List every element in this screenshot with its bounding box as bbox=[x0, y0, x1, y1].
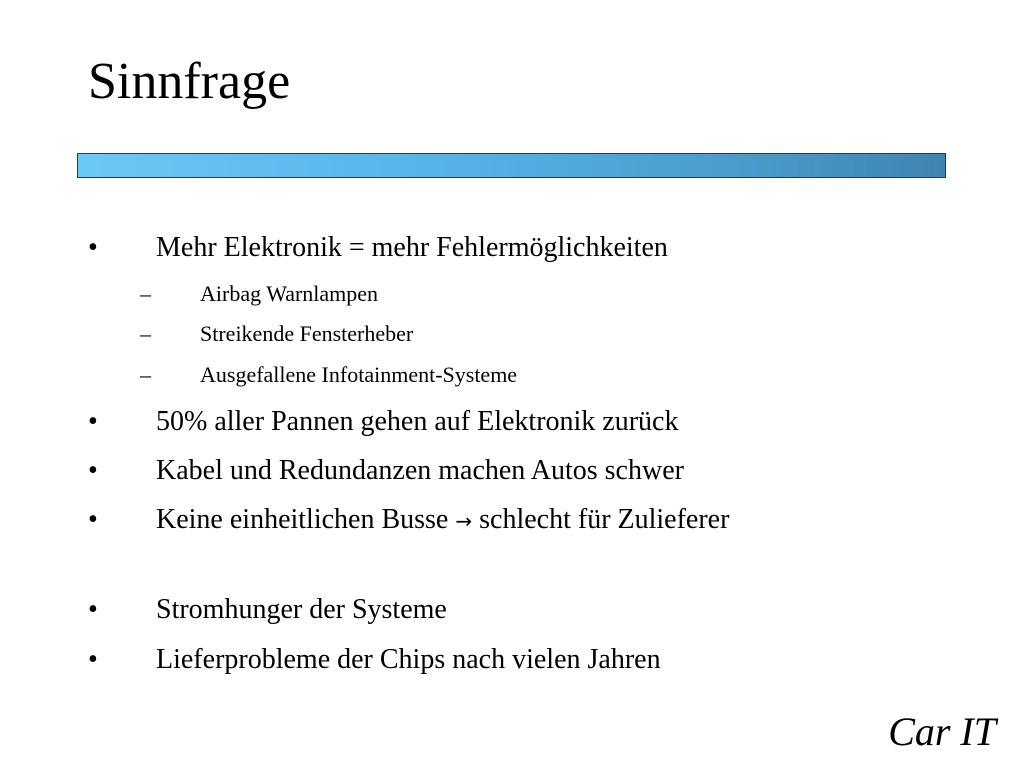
arrow-right-icon: → bbox=[455, 509, 473, 533]
list-item-text: Lieferprobleme der Chips nach vielen Jahren bbox=[156, 644, 661, 675]
sub-list-item-text: Airbag Warnlampen bbox=[200, 281, 379, 306]
list-item-text-after-arrow: schlecht für Zulieferer bbox=[479, 504, 730, 535]
sub-list-item-text: Streikende Fensterheber bbox=[200, 321, 414, 346]
sub-list-item-text: Ausgefallene Infotainment-Systeme bbox=[200, 362, 518, 387]
list-item-text: Kabel und Redundanzen machen Autos schwer bbox=[156, 455, 684, 486]
list-item-text: Stromhunger der Systeme bbox=[156, 594, 447, 625]
bullet-marker: • bbox=[88, 594, 98, 625]
bullet-marker: • bbox=[88, 644, 98, 675]
bullet-marker: • bbox=[88, 504, 98, 535]
bullet-marker: • bbox=[88, 455, 98, 486]
bullet-marker: • bbox=[88, 232, 98, 263]
list-item-text: 50% aller Pannen gehen auf Elektronik zurück bbox=[156, 406, 679, 437]
dash-marker: – bbox=[140, 362, 151, 387]
footer-label: Car IT bbox=[888, 709, 996, 754]
dash-marker: – bbox=[140, 281, 151, 306]
list-item-text-before-arrow: Keine einheitlichen Busse bbox=[156, 504, 449, 535]
dash-marker: – bbox=[140, 321, 151, 346]
bullet-marker: • bbox=[88, 406, 98, 437]
slide-title: Sinnfrage bbox=[88, 53, 291, 110]
list-item-text bbox=[156, 500, 776, 541]
list-item-text: Mehr Elektronik = mehr Fehlermöglichkeiten bbox=[156, 232, 668, 263]
title-divider-bar bbox=[77, 153, 946, 178]
